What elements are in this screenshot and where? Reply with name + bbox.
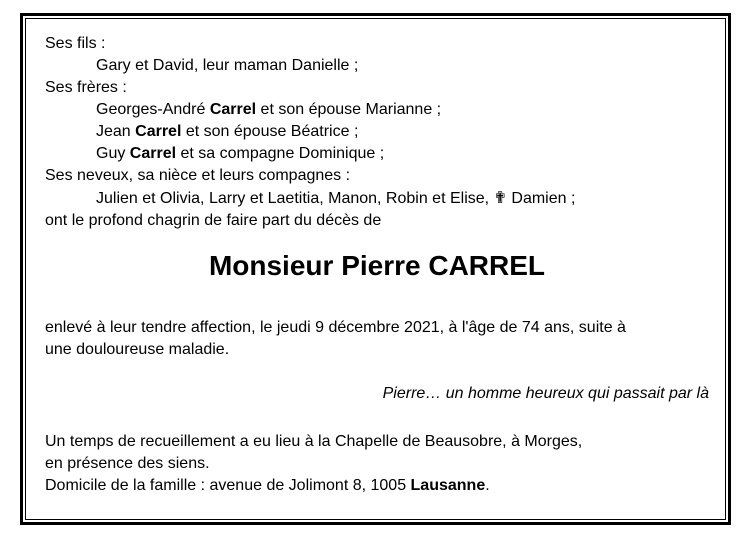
text-part: ont le profond chagrin de faire part du décès de (45, 212, 382, 229)
family-line (45, 99, 709, 121)
family-line (45, 55, 709, 77)
deceased-name: Monsieur Pierre CARREL (208, 250, 546, 281)
family-line (45, 143, 709, 165)
family-line (45, 165, 709, 187)
death-line: une douloureuse maladie. (45, 341, 230, 358)
text-part: . (485, 477, 490, 494)
notice-frame-inner (25, 18, 726, 520)
text-part: Ses fils : (45, 35, 106, 52)
family-line (45, 121, 709, 143)
ceremony-line: Un temps de recueillement a eu lieu à la Chapelle de Beausobre, à Morges, (45, 433, 583, 450)
surname-carrel: Carrel (209, 101, 257, 118)
text-part: Gary et David, leur maman Danielle ; (96, 57, 359, 74)
death-line: enlevé à leur tendre affection, le jeudi 9 décembre 2021, à l'âge de 74 ans, suite à (45, 319, 626, 336)
text-part: Ses neveux, sa nièce et leurs compagnes : (45, 167, 351, 184)
notice-frame (20, 13, 731, 525)
text-part: Guy (96, 145, 130, 162)
text-part: Damien ; (506, 190, 576, 207)
death-paragraph (45, 317, 709, 361)
epitaph-quote: Pierre… un homme heureux qui passait par là (382, 385, 709, 402)
domicile-line (45, 475, 709, 497)
surname-carrel: Carrel (135, 123, 182, 140)
text-part: Ses frères : (45, 79, 127, 96)
family-line (45, 33, 709, 55)
domicile-city: Lausanne (410, 477, 486, 494)
family-section (45, 33, 709, 232)
text-part: Julien et Olivia, Larry et Laetitia, Manon, Robin et Elise, (96, 190, 494, 207)
text-part: et son épouse Béatrice ; (181, 123, 359, 140)
ceremony-section (45, 431, 709, 497)
text-part: Domicile de la famille : avenue de Jolimont 8, 1005 (45, 477, 411, 494)
family-line (45, 210, 709, 232)
ceremony-line: en présence des siens. (45, 455, 210, 472)
cross-icon: ✟ (493, 188, 507, 207)
surname-carrel: Carrel (129, 145, 177, 162)
family-line (45, 187, 709, 210)
text-part: et son épouse Marianne ; (256, 101, 442, 118)
text-part: et sa compagne Dominique ; (176, 145, 385, 162)
text-part: Georges-André (96, 101, 210, 118)
family-line (45, 77, 709, 99)
text-part: Jean (96, 123, 136, 140)
